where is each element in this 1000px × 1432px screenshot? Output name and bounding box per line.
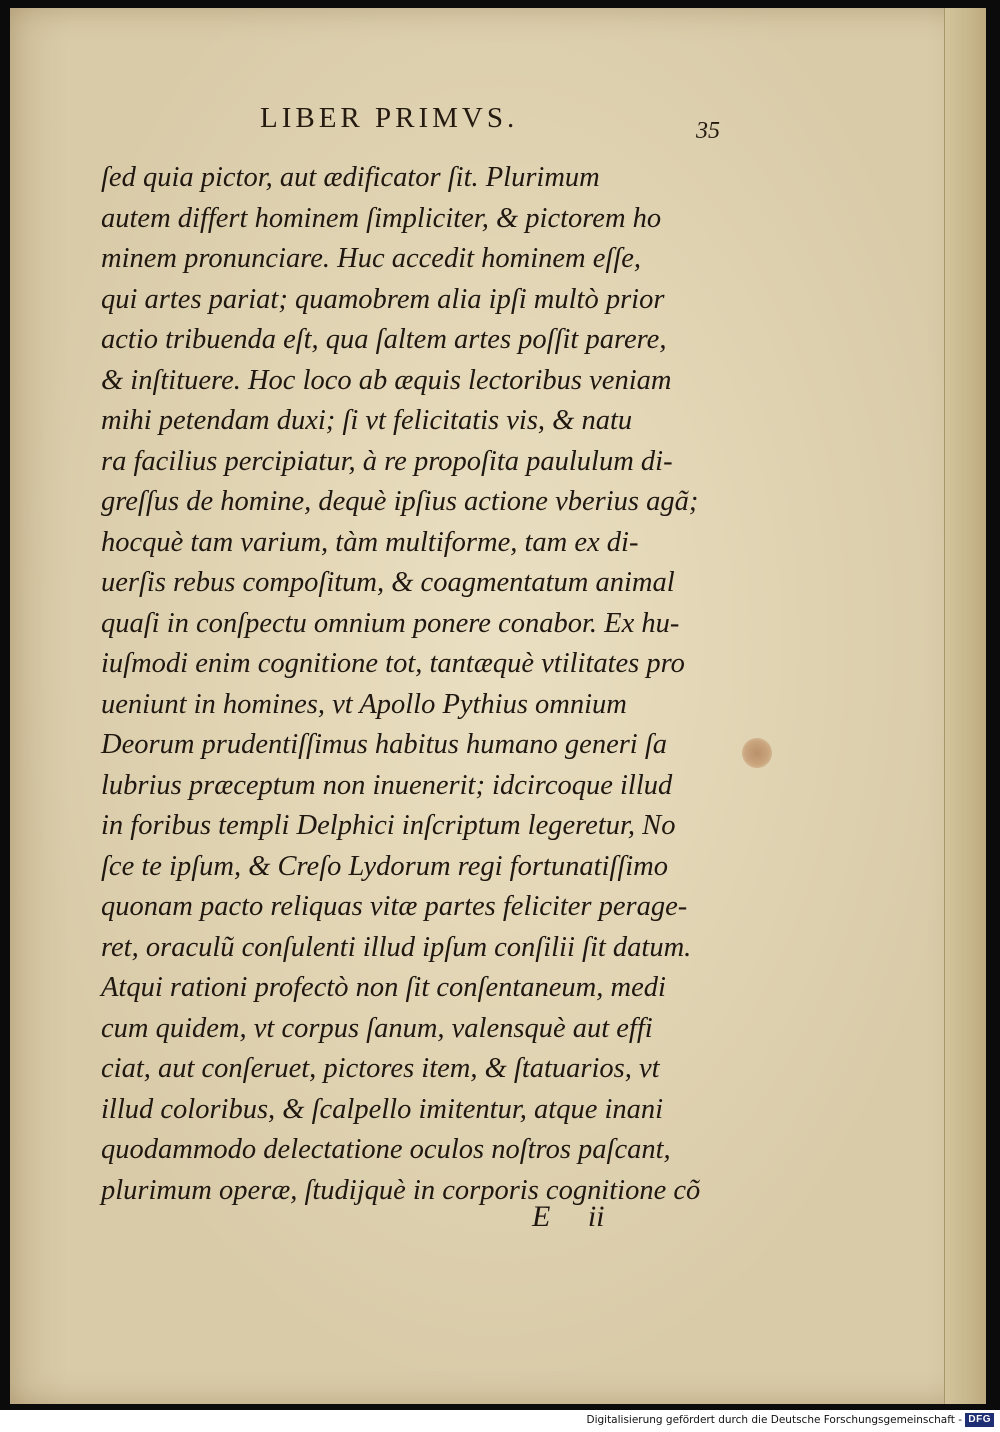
- text-line: minem pronunciare. Huc accedit hominem eſſe,: [101, 243, 642, 274]
- text-line: actio tribuenda eſt, qua ſaltem artes poſſit parere,: [101, 324, 667, 355]
- text-line: uerſis rebus compoſitum, & coagmentatum animal: [101, 567, 675, 598]
- signature-mark: E ii: [532, 1200, 605, 1233]
- text-line: ciat, aut conſeruet, pictores item, & ſtatuarios, vt: [101, 1053, 660, 1084]
- text-line: ra facilius percipiatur, à re propoſita paululum di-: [101, 445, 673, 477]
- text-line: quonam pacto reliquas vitæ partes feliciter perage-: [101, 891, 688, 922]
- text-line: Atqui rationi profectò non ſit conſentaneum, medi: [101, 972, 666, 1003]
- body-text: [101, 158, 701, 1211]
- text-line: autem differt hominem ſimpliciter, & pictorem ho: [101, 202, 662, 234]
- text-line: quaſi in conſpectu omnium ponere conabor. Ex hu-: [101, 607, 680, 639]
- text-line: iuſmodi enim cognitione tot, tantæquè vtilitates pro: [101, 648, 685, 679]
- running-head: LIBER PRIMVS.: [260, 102, 519, 134]
- text-line: hocquè tam varium, tàm multiforme, tam ex di-: [101, 526, 639, 558]
- dfg-logo: DFG: [965, 1413, 994, 1427]
- paper-stain: [742, 738, 772, 768]
- page-edge: [944, 8, 986, 1404]
- text-line: lubrius præceptum non inuenerit; idcircoque illud: [101, 769, 673, 801]
- text-line: plurimum operæ, ſtudijquè in corporis cognitione cõ: [101, 1174, 701, 1206]
- text-line: ſed quia pictor, aut ædificator ſit. Plurimum: [101, 162, 600, 193]
- text-line: in foribus templi Delphici inſcriptum legeretur, No: [101, 810, 676, 841]
- text-line: greſſus de homine, dequè ipſius actione vberius agã;: [101, 486, 699, 517]
- text-line: quodammodo delectatione oculos noſtros paſcant,: [101, 1134, 671, 1165]
- text-line: qui artes pariat; quamobrem alia ipſi multò prior: [101, 283, 665, 315]
- text-line: ſce te ipſum, & Creſo Lydorum regi fortunatiſſimo: [101, 850, 669, 882]
- text-line: & inſtituere. Hoc loco ab æquis lectoribus veniam: [101, 364, 672, 396]
- text-line: Deorum prudentiſſimus habitus humano generi ſa: [101, 729, 668, 760]
- page-number: 35: [696, 118, 720, 144]
- text-line: illud coloribus, & ſcalpello imitentur, atque inani: [101, 1093, 664, 1125]
- funding-credit: Digitalisierung gefördert durch die Deutsche Forschungsgemeinschaft -: [586, 1414, 962, 1426]
- text-line: ueniunt in homines, vt Apollo Pythius omnium: [101, 688, 627, 720]
- text-line: cum quidem, vt corpus ſanum, valensquè aut effi: [101, 1012, 653, 1044]
- text-line: ret, oraculũ conſulenti illud ipſum conſilii ſit datum.: [101, 931, 692, 963]
- text-line: mihi petendam duxi; ſi vt felicitatis vis, & natu: [101, 405, 633, 436]
